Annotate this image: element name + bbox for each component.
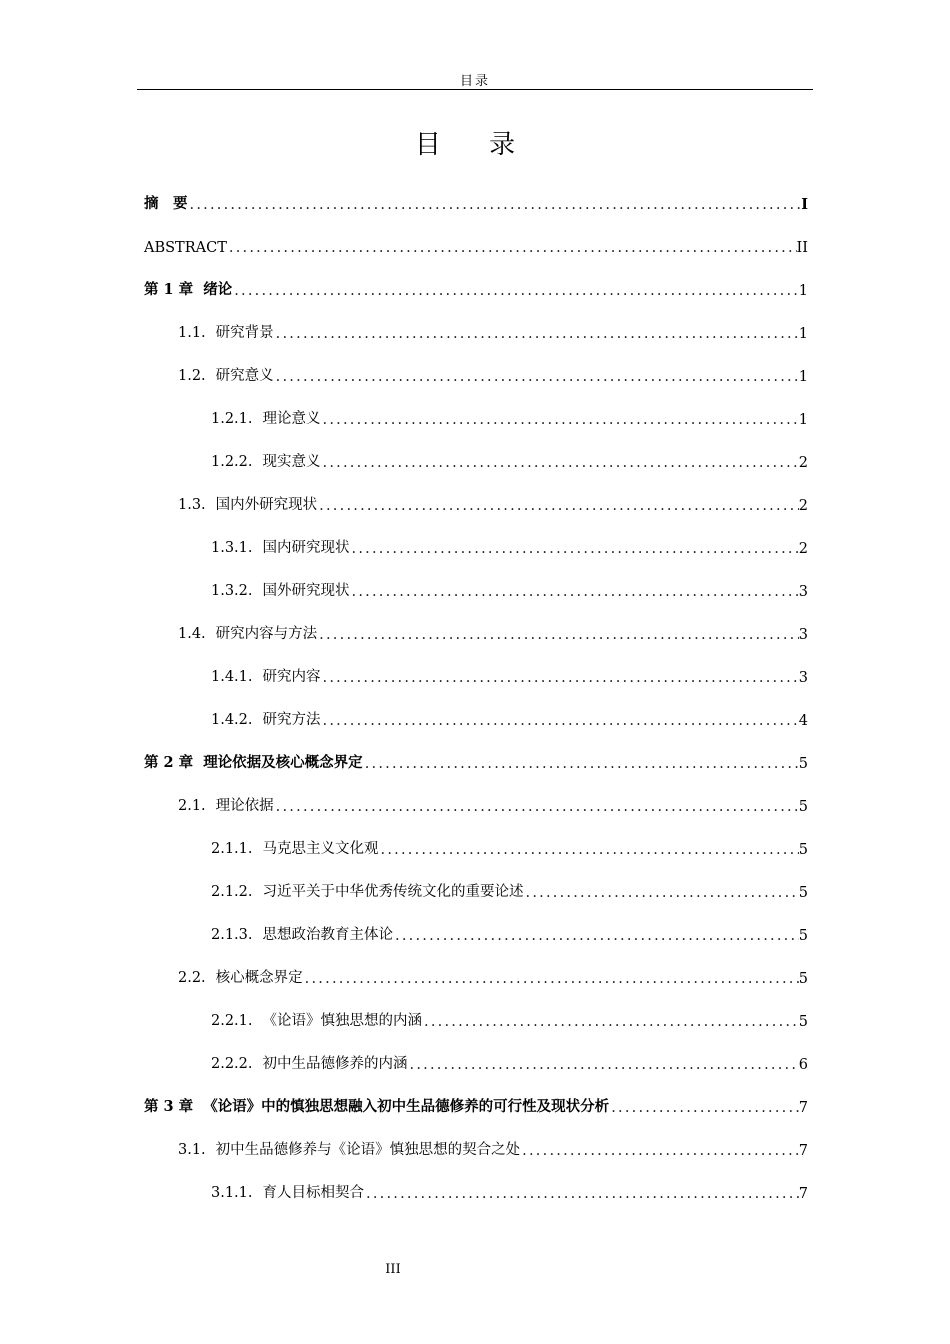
toc-entry[interactable]	[144, 946, 808, 989]
toc-entry[interactable]	[144, 215, 808, 258]
toc-entry-page: 7	[798, 1100, 808, 1116]
toc-entry-label	[211, 1052, 408, 1073]
toc-entry-page: 5	[798, 885, 808, 901]
header-rule	[137, 89, 813, 90]
toc-entry[interactable]	[144, 645, 808, 688]
toc-entry-page: 4	[798, 713, 808, 729]
dot-leader	[520, 1143, 799, 1159]
dot-leader	[321, 455, 799, 471]
toc-entry-label	[144, 1095, 609, 1116]
toc-entry-title: 马克思主义文化观	[262, 841, 379, 857]
page-number: III	[385, 1262, 401, 1277]
toc-entry-page: 5	[798, 799, 808, 815]
toc-entry[interactable]	[144, 860, 808, 903]
toc-entry-number: 2.1.1.	[211, 841, 253, 857]
toc-entry-label	[211, 708, 321, 729]
toc-entry-title: 研究内容	[262, 669, 321, 685]
toc-entry-title: 初中生品德修养的内涵	[262, 1056, 408, 1072]
toc-entry-number: 2.1.	[178, 798, 206, 814]
toc-entry-number: 2.1.2.	[211, 884, 253, 900]
toc-entry-title: 国内研究现状	[262, 540, 350, 556]
dot-leader	[188, 197, 801, 213]
running-header: 目录	[459, 74, 490, 89]
dot-leader	[303, 971, 799, 987]
dot-leader	[350, 584, 799, 600]
toc-entry-page: 2	[798, 541, 808, 557]
toc-entry-title: 摘 要	[144, 195, 188, 212]
toc-entry-label	[211, 1009, 422, 1030]
toc-entry[interactable]	[144, 989, 808, 1032]
toc-entry-title: 《论语》慎独思想的内涵	[262, 1013, 423, 1029]
toc-entry-title: 研究方法	[262, 712, 321, 728]
toc-entry-label	[144, 240, 227, 256]
toc-entry[interactable]	[144, 1075, 808, 1118]
toc-entry-page: 3	[798, 670, 808, 686]
toc-entry-label	[178, 493, 317, 514]
dot-leader	[393, 928, 799, 944]
toc-entry[interactable]	[144, 430, 808, 473]
toc-entry-label	[211, 1181, 364, 1202]
toc-entry[interactable]	[144, 172, 808, 215]
toc-entry-number: 1.3.	[178, 497, 206, 513]
toc-entry-number: 1.2.	[178, 368, 206, 384]
toc-entry-page: 5	[798, 1014, 808, 1030]
toc-entry[interactable]	[144, 387, 808, 430]
dot-leader	[317, 498, 799, 514]
toc-entry[interactable]	[144, 731, 808, 774]
toc-entry-page: 1	[798, 369, 808, 385]
toc-entry-title: 《论语》中的慎独思想融入初中生品德修养的可行性及现状分析	[203, 1098, 610, 1115]
toc-entry-number: 1.4.	[178, 626, 206, 642]
toc-entry-page: II	[796, 240, 808, 256]
toc-entry-page: I	[801, 196, 808, 213]
dot-leader	[363, 756, 799, 772]
toc-entry-title: 国内外研究现状	[215, 497, 318, 513]
toc-entry[interactable]	[144, 903, 808, 946]
toc-entry-number: 2.2.1.	[211, 1013, 253, 1029]
toc-entry-label	[178, 794, 274, 815]
dot-leader	[609, 1100, 799, 1116]
toc-entry-page: 1	[798, 283, 808, 299]
dot-leader	[524, 885, 799, 901]
toc-entry-page: 1	[798, 412, 808, 428]
toc-entry[interactable]	[144, 688, 808, 731]
toc-entry-number: 1.4.2.	[211, 712, 253, 728]
toc-entry-title: 育人目标相契合	[262, 1185, 365, 1201]
toc-entry-title: 现实意义	[262, 454, 321, 470]
toc-entry-label	[178, 321, 274, 342]
toc-entry[interactable]	[144, 602, 808, 645]
toc-entry[interactable]	[144, 1161, 808, 1204]
dot-leader	[274, 369, 799, 385]
dot-leader	[321, 412, 799, 428]
toc-title: 目 录	[414, 130, 536, 160]
toc-entry[interactable]	[144, 258, 808, 301]
toc-entry[interactable]	[144, 1032, 808, 1075]
toc-entry-label	[178, 1138, 520, 1159]
toc-entry-number: 1.2.2.	[211, 454, 253, 470]
toc-entry-label	[211, 923, 393, 944]
table-of-contents	[144, 172, 808, 1204]
toc-entry-title: 绪论	[203, 281, 233, 298]
toc-entry-title: 理论依据及核心概念界定	[203, 754, 363, 771]
dot-leader	[379, 842, 799, 858]
toc-entry-title: 理论依据	[215, 798, 274, 814]
toc-entry-title: 研究意义	[215, 368, 274, 384]
toc-entry-page: 5	[798, 971, 808, 987]
toc-entry-title: 核心概念界定	[215, 970, 303, 986]
toc-entry-page: 2	[798, 498, 808, 514]
toc-entry-page: 6	[798, 1057, 808, 1073]
toc-entry-label	[211, 665, 321, 686]
toc-entry-page: 3	[798, 627, 808, 643]
toc-entry-page: 7	[798, 1143, 808, 1159]
toc-entry-number: 1.3.2.	[211, 583, 253, 599]
dot-leader	[274, 326, 799, 342]
toc-entry-title: 思想政治教育主体论	[262, 927, 394, 943]
toc-entry-label	[178, 966, 303, 987]
toc-entry-number: 1.2.1.	[211, 411, 253, 427]
toc-entry-title: 初中生品德修养与《论语》慎独思想的契合之处	[215, 1142, 521, 1158]
toc-entry-number: 2.2.2.	[211, 1056, 253, 1072]
toc-entry-page: 7	[798, 1186, 808, 1202]
toc-entry[interactable]	[144, 774, 808, 817]
toc-entry-number: 3.1.	[178, 1142, 206, 1158]
toc-entry[interactable]	[144, 344, 808, 387]
toc-entry-title: 研究背景	[215, 325, 274, 341]
toc-entry-number: 1.4.1.	[211, 669, 253, 685]
toc-entry-page: 3	[798, 584, 808, 600]
toc-entry-label	[211, 407, 321, 428]
toc-entry-label	[211, 536, 350, 557]
dot-leader	[422, 1014, 799, 1030]
toc-entry-label	[144, 751, 363, 772]
toc-entry-page: 5	[798, 756, 808, 772]
toc-entry-number: 1.3.1.	[211, 540, 253, 556]
toc-entry-label	[211, 450, 321, 471]
dot-leader	[408, 1057, 799, 1073]
toc-entry[interactable]	[144, 559, 808, 602]
toc-entry-label	[178, 622, 317, 643]
toc-entry-label	[211, 880, 524, 901]
toc-entry-number: 第 1 章	[144, 281, 194, 298]
toc-entry-title: 国外研究现状	[262, 583, 350, 599]
toc-entry-label	[211, 579, 350, 600]
toc-entry-number: 2.2.	[178, 970, 206, 986]
dot-leader	[321, 713, 799, 729]
toc-entry[interactable]	[144, 516, 808, 559]
toc-entry-number: 第 2 章	[144, 754, 194, 771]
toc-entry-title: 习近平关于中华优秀传统文化的重要论述	[262, 884, 524, 900]
toc-entry[interactable]	[144, 301, 808, 344]
toc-entry-page: 5	[798, 842, 808, 858]
toc-entry-number: 第 3 章	[144, 1098, 194, 1115]
dot-leader	[274, 799, 799, 815]
toc-entry-page: 5	[798, 928, 808, 944]
dot-leader	[350, 541, 799, 557]
toc-entry-page: 2	[798, 455, 808, 471]
toc-entry-title: 研究内容与方法	[215, 626, 318, 642]
dot-leader	[364, 1186, 799, 1202]
toc-entry[interactable]	[144, 817, 808, 860]
toc-entry-page: 1	[798, 326, 808, 342]
toc-entry-label	[178, 364, 274, 385]
dot-leader	[321, 670, 799, 686]
toc-entry-number: 2.1.3.	[211, 927, 253, 943]
toc-entry-title: ABSTRACT	[144, 240, 227, 256]
toc-entry[interactable]	[144, 1118, 808, 1161]
dot-leader	[317, 627, 799, 643]
dot-leader	[232, 283, 799, 299]
toc-entry-label	[211, 837, 379, 858]
toc-entry-label	[144, 192, 188, 213]
dot-leader	[227, 240, 797, 256]
toc-entry-title: 理论意义	[262, 411, 321, 427]
toc-entry-label	[144, 278, 232, 299]
toc-entry-number: 1.1.	[178, 325, 206, 341]
toc-entry-number: 3.1.1.	[211, 1185, 253, 1201]
toc-entry[interactable]	[144, 473, 808, 516]
